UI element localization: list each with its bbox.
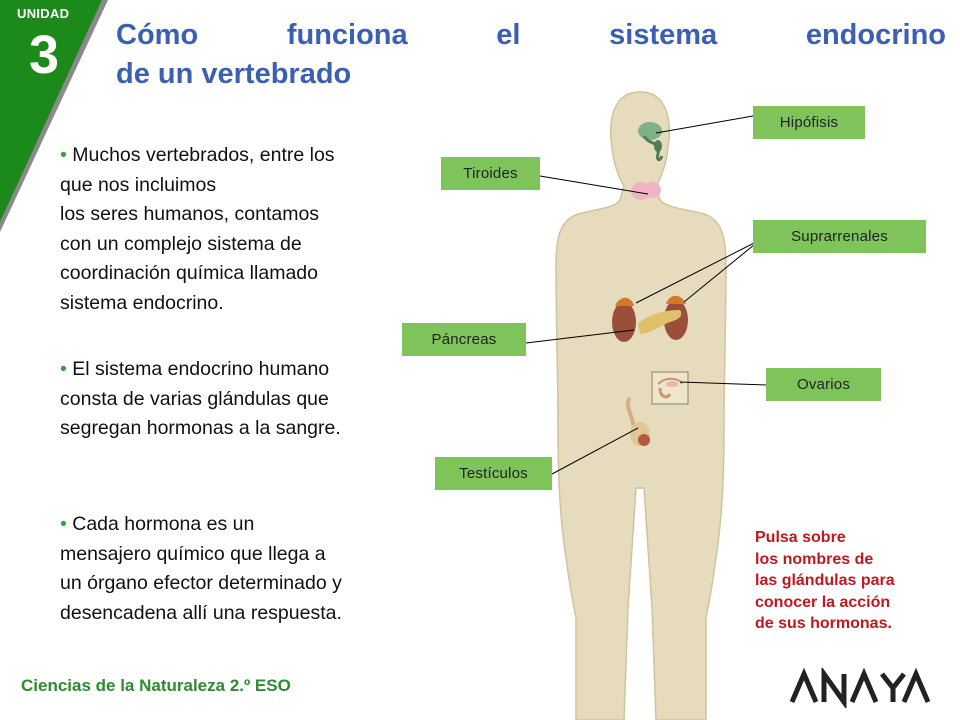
hipofisis-button[interactable]: Hipófisis <box>753 106 865 139</box>
hint-text <box>755 527 895 635</box>
footer-course: Ciencias de la Naturaleza 2.º ESO <box>21 676 291 695</box>
testiculos-button[interactable]: Testículos <box>435 457 552 490</box>
page-title: Cómo funciona el sistema endocrino <box>116 19 946 51</box>
pancreas-button[interactable]: Páncreas <box>402 323 526 356</box>
paragraph-line: Muchos vertebrados, entre los <box>72 144 335 166</box>
unit-number: 3 <box>29 25 60 85</box>
paragraph-line: los seres humanos, contamos <box>60 203 320 225</box>
paragraph-line: sistema endocrino. <box>60 291 224 314</box>
bullet: • <box>60 358 67 380</box>
unit-label: UNIDAD <box>17 6 70 21</box>
paragraph-line: con un complejo sistema de <box>60 232 302 255</box>
bullet: • <box>60 513 67 535</box>
bullet: • <box>60 144 67 166</box>
hint-line: los nombres de <box>755 550 874 568</box>
paragraph-line: que nos incluimos <box>60 173 217 196</box>
paragraph-line: consta de varias glándulas que <box>60 387 329 410</box>
hint-line: las glándulas para <box>755 572 895 589</box>
suprarrenales-button[interactable]: Suprarrenales <box>753 220 926 253</box>
ovarios-button[interactable]: Ovarios <box>766 368 881 401</box>
paragraph-line: segregan hormonas a la sangre. <box>60 417 341 439</box>
paragraph-line: mensajero químico que llega a <box>60 542 326 565</box>
paragraph-line: Cada hormona es un <box>72 513 255 535</box>
hint-line: de sus hormonas. <box>755 615 892 632</box>
paragraph-line: un órgano efector determinado y <box>60 572 342 594</box>
paragraph-line: coordinación química llamado <box>60 262 318 284</box>
paragraph-line: El sistema endocrino humano <box>72 358 330 380</box>
page-title-line2: de un vertebrado <box>116 58 352 90</box>
tiroides-button[interactable]: Tiroides <box>441 157 540 190</box>
hint-line: Pulsa sobre <box>755 529 846 546</box>
paragraph-line: desencadena allí una respuesta. <box>60 601 342 624</box>
anaya-logo <box>790 668 930 708</box>
hint-line: conocer la acción <box>755 593 891 611</box>
